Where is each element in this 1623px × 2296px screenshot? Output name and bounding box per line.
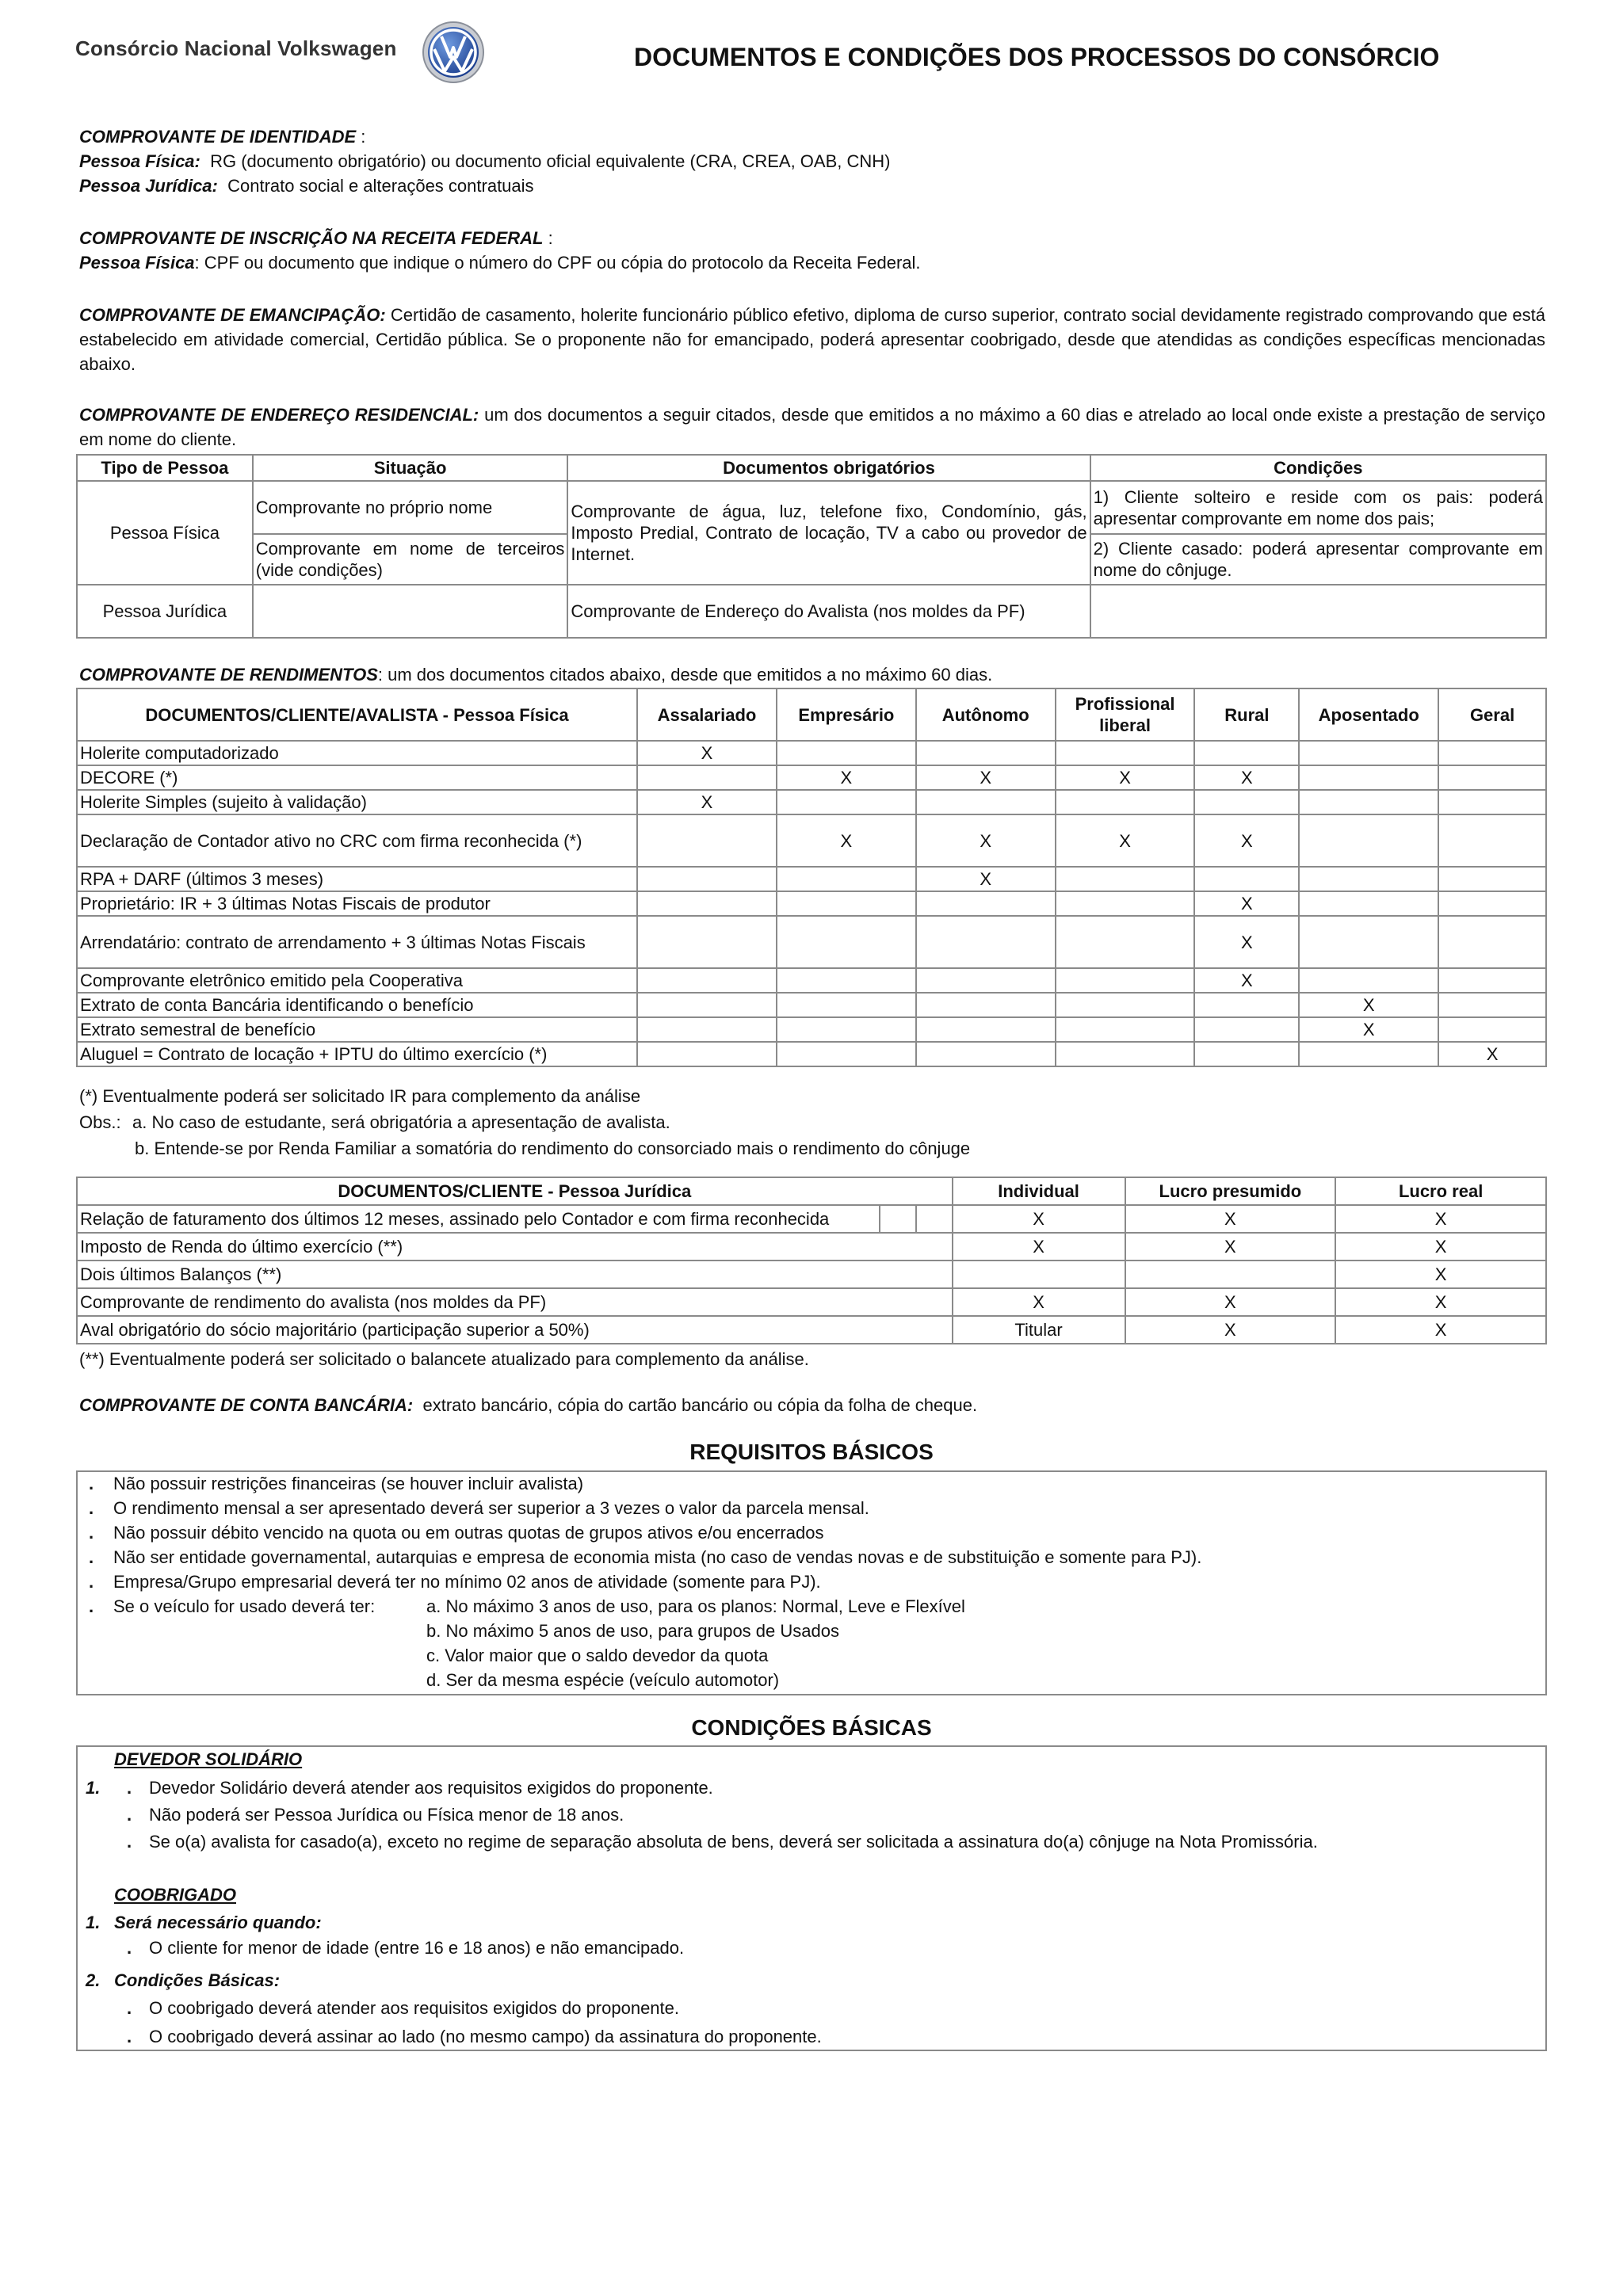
- rendimentos-mark-cell: X: [1194, 891, 1299, 916]
- rendimentos-mark-cell: [1194, 993, 1299, 1017]
- rendimentos-header-row: [77, 688, 1546, 741]
- requisito-item: Empresa/Grupo empresarial deverá ter no mínimo 02 anos de atividade (somente para PJ).: [113, 1572, 821, 1592]
- rendimentos-mark-cell: [1438, 891, 1546, 916]
- rendimentos-row: [77, 993, 1546, 1017]
- identidade-pj-label: Pessoa Jurídica:: [79, 176, 218, 196]
- rendimentos-row: [77, 968, 1546, 993]
- rendimentos-mark-cell: [637, 1042, 777, 1066]
- pj-doc-cell: Comprovante de rendimento do avalista (nos moldes da PF): [77, 1288, 953, 1316]
- pj-mark-cell: X: [1125, 1316, 1336, 1344]
- condicoes-title: CONDIÇÕES BÁSICAS: [691, 1715, 932, 1740]
- cond-label: Condições Básicas:: [114, 1970, 281, 1990]
- endereco-pf-cond2: 2) Cliente casado: poderá apresentar comprovante em nome do cônjuge.: [1090, 534, 1546, 585]
- pj-row: [77, 1261, 1546, 1288]
- rendimentos-doc-cell: Extrato de conta Bancária identificando o benefício: [77, 993, 637, 1017]
- rendimentos-row: [77, 916, 1546, 968]
- endereco-th-tipo: Tipo de Pessoa: [77, 455, 253, 481]
- requisito-item: Se o veículo for usado deverá ter:: [113, 1596, 376, 1616]
- rendimentos-mark-cell: [1438, 765, 1546, 790]
- rendimentos-mark-cell: [777, 891, 916, 916]
- rendimentos-mark-cell: [1056, 790, 1195, 814]
- requisito-bullet: .: [89, 1523, 94, 1543]
- rendimentos-mark-cell: X: [777, 814, 916, 867]
- rendimentos-mark-cell: [637, 916, 777, 968]
- vehicle-item: a. No máximo 3 anos de uso, para os planos: Normal, Leve e Flexível: [426, 1596, 965, 1616]
- rendimentos-obs-a: a. No caso de estudante, será obrigatória a apresentação de avalista.: [132, 1112, 670, 1132]
- rendimentos-th: Assalariado: [637, 688, 777, 741]
- rendimentos-row: [77, 1017, 1546, 1042]
- devedor-item: Se o(a) avalista for casado(a), exceto no regime de separação absoluta de bens, deverá ser solicitada a assinatura do(a) cônjuge na Nota Promissória.: [149, 1832, 1318, 1852]
- rendimentos-mark-cell: [1056, 916, 1195, 968]
- vehicle-item: d. Ser da mesma espécie (veículo automotor): [426, 1670, 780, 1690]
- rendimentos-doc-cell: DECORE (*): [77, 765, 637, 790]
- pj-mark-cell: [1125, 1261, 1336, 1288]
- receita-pf-text: : CPF ou documento que indique o número do CPF ou cópia do protocolo da Receita Federal.: [194, 253, 921, 273]
- endereco-section: [79, 402, 1545, 452]
- quando-item: O cliente for menor de idade (entre 16 e 18 anos) e não emancipado.: [149, 1938, 685, 1958]
- conta-text: extrato bancário, cópia do cartão bancário ou cópia da folha de cheque.: [422, 1395, 978, 1415]
- rendimentos-mark-cell: [1056, 867, 1195, 891]
- pj-mark-cell: X: [953, 1233, 1125, 1261]
- rendimentos-mark-cell: [1299, 968, 1438, 993]
- rendimentos-th: Rural: [1194, 688, 1299, 741]
- rendimentos-obs-label: Obs.:: [79, 1112, 121, 1132]
- conta-section: [79, 1393, 977, 1417]
- vehicle-item: b. No máximo 5 anos de uso, para grupos de Usados: [426, 1621, 839, 1641]
- rendimentos-mark-cell: [1056, 993, 1195, 1017]
- rendimentos-table: [76, 688, 1547, 1067]
- conta-heading: COMPROVANTE DE CONTA BANCÁRIA:: [79, 1395, 414, 1415]
- pj-row: [77, 1316, 1546, 1344]
- rendimentos-mark-cell: [1056, 1017, 1195, 1042]
- rendimentos-intro: [79, 662, 992, 687]
- rendimentos-mark-cell: [916, 891, 1056, 916]
- endereco-th-documentos: Documentos obrigatórios: [567, 455, 1090, 481]
- rendimentos-row: [77, 867, 1546, 891]
- rendimentos-mark-cell: [637, 867, 777, 891]
- receita-pf-label: Pessoa Física: [79, 253, 195, 273]
- endereco-pj-cond: [1090, 585, 1546, 638]
- rendimentos-mark-cell: [1056, 741, 1195, 765]
- document-title: DOCUMENTOS E CONDIÇÕES DOS PROCESSOS DO CONSÓRCIO: [634, 43, 1440, 71]
- cond-number: 2.: [86, 1970, 101, 1990]
- pj-mark-cell: X: [1125, 1205, 1336, 1233]
- devedor-bullet: .: [127, 1832, 132, 1852]
- rendimentos-mark-cell: [916, 916, 1056, 968]
- rendimentos-mark-cell: [637, 814, 777, 867]
- pj-doc-cell: Imposto de Renda do último exercício (**): [77, 1233, 953, 1261]
- rendimentos-text: : um dos documentos citados abaixo, desde que emitidos a no máximo 60 dias.: [377, 665, 993, 685]
- rendimentos-mark-cell: X: [1194, 765, 1299, 790]
- rendimentos-mark-cell: [637, 968, 777, 993]
- rendimentos-mark-cell: X: [916, 765, 1056, 790]
- rendimentos-row: [77, 790, 1546, 814]
- endereco-pj-label: Pessoa Jurídica: [77, 585, 253, 638]
- cond-item: O coobrigado deverá atender aos requisitos exigidos do proponente.: [149, 1998, 680, 2018]
- rendimentos-mark-cell: [777, 790, 916, 814]
- rendimentos-mark-cell: [1438, 993, 1546, 1017]
- rendimentos-th: Autônomo: [916, 688, 1056, 741]
- rendimentos-mark-cell: [637, 1017, 777, 1042]
- rendimentos-doc-cell: Holerite computadorizado: [77, 741, 637, 765]
- quando-number: 1.: [86, 1913, 101, 1932]
- requisito-bullet: .: [89, 1498, 94, 1518]
- receita-heading: COMPROVANTE DE INSCRIÇÃO NA RECEITA FEDERAL: [79, 228, 544, 248]
- rendimentos-mark-cell: [916, 741, 1056, 765]
- rendimentos-mark-cell: X: [777, 765, 916, 790]
- rendimentos-mark-cell: [1056, 968, 1195, 993]
- pj-row: [77, 1288, 1546, 1316]
- rendimentos-mark-cell: X: [1056, 814, 1195, 867]
- rendimentos-mark-cell: [637, 891, 777, 916]
- rendimentos-doc-cell: Extrato semestral de benefício: [77, 1017, 637, 1042]
- rendimentos-mark-cell: [1299, 741, 1438, 765]
- endereco-pj-docs: Comprovante de Endereço do Avalista (nos moldes da PF): [567, 585, 1090, 638]
- rendimentos-th: Aposentado: [1299, 688, 1438, 741]
- pj-empty-cell: [880, 1205, 916, 1233]
- rendimentos-mark-cell: [1438, 968, 1546, 993]
- emancipacao-section: [79, 303, 1545, 376]
- endereco-th-situacao: Situação: [253, 455, 568, 481]
- rendimentos-doc-cell: Proprietário: IR + 3 últimas Notas Fiscais de produtor: [77, 891, 637, 916]
- rendimentos-mark-cell: [777, 1017, 916, 1042]
- pj-doc-cell: Dois últimos Balanços (**): [77, 1261, 953, 1288]
- pj-mark-cell: X: [1335, 1261, 1546, 1288]
- identidade-pf-label: Pessoa Física:: [79, 151, 200, 171]
- pj-mark-cell: X: [1335, 1233, 1546, 1261]
- rendimentos-mark-cell: [1299, 814, 1438, 867]
- identidade-section: COMPROVANTE DE IDENTIDADE : Pessoa Física: RG (documento obrigatório) ou documento oficial equivalente (CRA, CREA, OAB, CNH) Pessoa Jurídica: Contrato social e alterações contratuais: [79, 127, 891, 196]
- endereco-pf-cond1: 1) Cliente solteiro e reside com os pais: poderá apresentar comprovante em nome dos pais;: [1090, 481, 1546, 534]
- rendimentos-mark-cell: X: [1194, 916, 1299, 968]
- endereco-th-condicoes: Condições: [1090, 455, 1546, 481]
- rendimentos-mark-cell: [1438, 867, 1546, 891]
- endereco-table: [76, 454, 1547, 639]
- rendimentos-mark-cell: [777, 968, 916, 993]
- vehicle-item: c. Valor maior que o saldo devedor da quota: [426, 1646, 769, 1665]
- pj-mark-cell: [953, 1261, 1125, 1288]
- pj-mark-cell: X: [953, 1205, 1125, 1233]
- requisito-item: Não possuir débito vencido na quota ou em outras quotas de grupos ativos e/ou encerrados: [113, 1523, 824, 1543]
- pj-row: [77, 1205, 1546, 1233]
- rendimentos-note: (*) Eventualmente poderá ser solicitado IR para complemento da análise: [79, 1086, 641, 1106]
- rendimentos-mark-cell: [1299, 916, 1438, 968]
- rendimentos-doc-cell: RPA + DARF (últimos 3 meses): [77, 867, 637, 891]
- rendimentos-mark-cell: [1299, 891, 1438, 916]
- emancipacao-text: Certidão de casamento, holerite funcionário público efetivo, diploma de curso superior, contrato social devidamente registrado comprovando que está estabelecido em atividade comercial, Certidão pública. Se o proponente não for emancipado, poderá apresentar coobrigado, desde que atendidas as condições específicas mencionadas abaixo.: [79, 305, 1545, 374]
- pj-mark-cell: X: [1125, 1233, 1336, 1261]
- cond-item: O coobrigado deverá assinar ao lado (no mesmo campo) da assinatura do proponente.: [149, 2027, 822, 2046]
- rendimentos-mark-cell: X: [1299, 993, 1438, 1017]
- rendimentos-mark-cell: [1438, 916, 1546, 968]
- rendimentos-mark-cell: [777, 1042, 916, 1066]
- rendimentos-mark-cell: [916, 1042, 1056, 1066]
- rendimentos-mark-cell: [1299, 790, 1438, 814]
- rendimentos-mark-cell: X: [916, 814, 1056, 867]
- pj-note: (**) Eventualmente poderá ser solicitado o balancete atualizado para complemento da análise.: [79, 1349, 809, 1369]
- rendimentos-th: Empresário: [777, 688, 916, 741]
- receita-section: COMPROVANTE DE INSCRIÇÃO NA RECEITA FEDERAL : Pessoa Física: CPF ou documento que indique o número do CPF ou cópia do protocolo da Receita Federal.: [79, 228, 921, 273]
- requisito-bullet: .: [89, 1474, 94, 1493]
- pj-doc-cell: Relação de faturamento dos últimos 12 meses, assinado pelo Contador e com firma reconhecida: [77, 1205, 880, 1233]
- devedor-bullet: .: [127, 1805, 132, 1825]
- endereco-pf-label: Pessoa Física: [77, 481, 253, 585]
- endereco-pj-sit: [253, 585, 568, 638]
- devedor-heading: DEVEDOR SOLIDÁRIO: [114, 1749, 303, 1769]
- cond-bullet: .: [127, 2027, 132, 2046]
- pj-row: [77, 1233, 1546, 1261]
- rendimentos-mark-cell: X: [637, 741, 777, 765]
- rendimentos-doc-cell: Comprovante eletrônico emitido pela Cooperativa: [77, 968, 637, 993]
- requisito-bullet: .: [89, 1572, 94, 1592]
- rendimentos-mark-cell: [1438, 1017, 1546, 1042]
- devedor-item: Devedor Solidário deverá atender aos requisitos exigidos do proponente.: [149, 1778, 713, 1798]
- quando-bullet: .: [127, 1938, 132, 1958]
- requisito-item: O rendimento mensal a ser apresentado deverá ser superior a 3 vezes o valor da parcela mensal.: [113, 1498, 869, 1518]
- pj-mark-cell: Titular: [953, 1316, 1125, 1344]
- endereco-text: um dos documentos a seguir citados, desde que emitidos a no máximo a 60 dias e atrelado ao local onde existe a prestação de serviço em nome do cliente.: [79, 405, 1545, 449]
- rendimentos-mark-cell: [1194, 790, 1299, 814]
- devedor-bullet: .: [127, 1778, 132, 1798]
- rendimentos-mark-cell: X: [916, 867, 1056, 891]
- rendimentos-mark-cell: [1194, 867, 1299, 891]
- rendimentos-doc-cell: Arrendatário: contrato de arrendamento + 3 últimas Notas Fiscais: [77, 916, 637, 968]
- rendimentos-mark-cell: X: [1056, 765, 1195, 790]
- rendimentos-mark-cell: [1056, 891, 1195, 916]
- rendimentos-mark-cell: [777, 741, 916, 765]
- rendimentos-row: [77, 891, 1546, 916]
- endereco-pf-sit1: Comprovante no próprio nome: [253, 481, 568, 534]
- rendimentos-mark-cell: [1056, 1042, 1195, 1066]
- pj-mark-cell: X: [1125, 1288, 1336, 1316]
- pj-empty-cell: [916, 1205, 953, 1233]
- rendimentos-mark-cell: [916, 993, 1056, 1017]
- rendimentos-mark-cell: [777, 867, 916, 891]
- endereco-pf-docs: Comprovante de água, luz, telefone fixo, Condomínio, gás, Imposto Predial, Contrato de locação, TV a cabo ou provedor de Internet.: [567, 481, 1090, 585]
- rendimentos-mark-cell: X: [637, 790, 777, 814]
- rendimentos-heading: COMPROVANTE DE RENDIMENTOS: [79, 665, 378, 685]
- pj-table: [76, 1177, 1547, 1344]
- endereco-pf-sit2: Comprovante em nome de terceiros (vide condições): [253, 534, 568, 585]
- rendimentos-th: Profissional liberal: [1056, 688, 1195, 741]
- rendimentos-mark-cell: X: [1194, 968, 1299, 993]
- requisitos-title: REQUISITOS BÁSICOS: [689, 1440, 934, 1464]
- rendimentos-mark-cell: [916, 790, 1056, 814]
- rendimentos-mark-cell: [916, 1017, 1056, 1042]
- rendimentos-doc-cell: Declaração de Contador ativo no CRC com firma reconhecida (*): [77, 814, 637, 867]
- rendimentos-mark-cell: [637, 765, 777, 790]
- pj-mark-cell: X: [1335, 1316, 1546, 1344]
- pj-doc-cell: Aval obrigatório do sócio majoritário (participação superior a 50%): [77, 1316, 953, 1344]
- brand-name: Consórcio Nacional Volkswagen: [75, 36, 397, 60]
- rendimentos-mark-cell: [1194, 741, 1299, 765]
- pj-th-lucro-real: Lucro real: [1335, 1177, 1546, 1205]
- identidade-pf-text: RG (documento obrigatório) ou documento oficial equivalente (CRA, CREA, OAB, CNH): [210, 151, 891, 171]
- emancipacao-heading: COMPROVANTE DE EMANCIPAÇÃO:: [79, 305, 386, 325]
- rendimentos-row: [77, 1042, 1546, 1066]
- rendimentos-row: [77, 814, 1546, 867]
- pj-mark-cell: X: [953, 1288, 1125, 1316]
- cond-bullet: .: [127, 1998, 132, 2018]
- requisito-item: Não ser entidade governamental, autarquias e empresa de economia mista (no caso de vendas novas e de substituição e somente para PJ).: [113, 1547, 1202, 1567]
- rendimentos-mark-cell: [1299, 765, 1438, 790]
- pj-mark-cell: X: [1335, 1288, 1546, 1316]
- rendimentos-mark-cell: [1438, 741, 1546, 765]
- identidade-heading: COMPROVANTE DE IDENTIDADE: [79, 127, 357, 147]
- vw-logo-icon: [422, 21, 485, 84]
- devedor-number: 1.: [86, 1778, 101, 1798]
- devedor-item: Não poderá ser Pessoa Jurídica ou Física menor de 18 anos.: [149, 1805, 624, 1825]
- rendimentos-mark-cell: X: [1438, 1042, 1546, 1066]
- requisito-item: Não possuir restrições financeiras (se houver incluir avalista): [113, 1474, 584, 1493]
- rendimentos-mark-cell: [777, 993, 916, 1017]
- rendimentos-mark-cell: X: [1299, 1017, 1438, 1042]
- pj-th-docs: DOCUMENTOS/CLIENTE - Pessoa Jurídica: [77, 1177, 953, 1205]
- rendimentos-mark-cell: [1438, 814, 1546, 867]
- endereco-heading: COMPROVANTE DE ENDEREÇO RESIDENCIAL:: [79, 405, 479, 425]
- rendimentos-mark-cell: [1194, 1042, 1299, 1066]
- quando-label: Será necessário quando:: [114, 1913, 322, 1932]
- rendimentos-doc-cell: Holerite Simples (sujeito à validação): [77, 790, 637, 814]
- rendimentos-mark-cell: [1194, 1017, 1299, 1042]
- rendimentos-obs-b: b. Entende-se por Renda Familiar a somatória do rendimento do consorciado mais o rendimento do cônjuge: [135, 1138, 971, 1158]
- coobrigado-heading: COOBRIGADO: [114, 1885, 236, 1905]
- rendimentos-mark-cell: [916, 968, 1056, 993]
- requisito-bullet: .: [89, 1596, 94, 1616]
- rendimentos-mark-cell: X: [1194, 814, 1299, 867]
- rendimentos-mark-cell: [1299, 1042, 1438, 1066]
- pj-th-individual: Individual: [953, 1177, 1125, 1205]
- rendimentos-row: [77, 741, 1546, 765]
- pj-th-lucro-presumido: Lucro presumido: [1125, 1177, 1336, 1205]
- rendimentos-th: Geral: [1438, 688, 1546, 741]
- identidade-pj-text: Contrato social e alterações contratuais: [227, 176, 534, 196]
- rendimentos-doc-cell: Aluguel = Contrato de locação + IPTU do último exercício (*): [77, 1042, 637, 1066]
- rendimentos-mark-cell: [777, 916, 916, 968]
- rendimentos-th: DOCUMENTOS/CLIENTE/AVALISTA - Pessoa Física: [77, 688, 637, 741]
- rendimentos-mark-cell: [1299, 867, 1438, 891]
- rendimentos-row: [77, 765, 1546, 790]
- pj-mark-cell: X: [1335, 1205, 1546, 1233]
- requisito-bullet: .: [89, 1547, 94, 1567]
- rendimentos-mark-cell: [637, 993, 777, 1017]
- rendimentos-mark-cell: [1438, 790, 1546, 814]
